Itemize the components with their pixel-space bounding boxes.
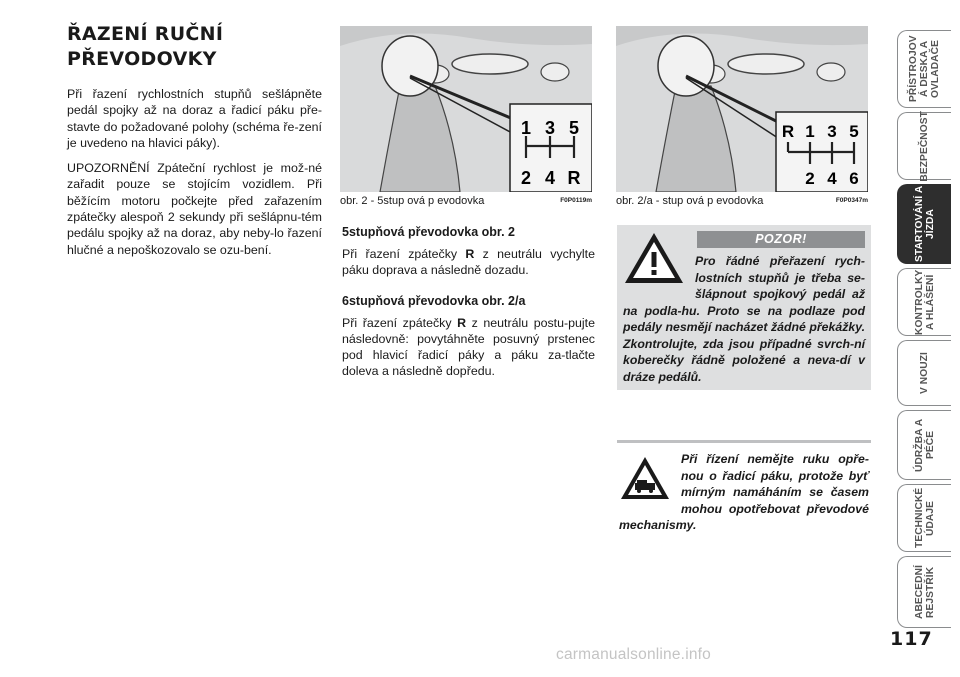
gear-label: 1 [520,118,532,138]
text-6-speed: Při řazení zpátečky R z neutrálu postu-pujte následovně: povytáhněte posuvný prstenec pod hlavicí řadicí páky a páku za-tlačte doleva a následně dopředu. [342,315,595,379]
note-text: Při řízení nemějte ruku opře-nou o řadicí páku, protože byť mírným namáháním se časem mohou opotřebovat převodové mechanismy. [619,452,869,532]
shift-pattern-5 [510,104,592,192]
gear-label: 5 [849,122,859,141]
note-box [617,440,871,535]
gear-label: 6 [849,169,859,188]
left-column [67,22,322,258]
gear-lever-illustration [340,26,592,192]
gear-label: R [781,122,795,141]
tab-index[interactable]: ABECEDNÍ REJSTŘÍK [897,556,951,628]
warning-text: Pro řádné přeřazení rych-lostních stupňů je třeba se-šlápnout spojkový pedál až na podla-hu. Proto se na podlaze pod pedály nesmějí nacházet žádné překážky. Zkontrolujte, zda jsou případné svrch-ní koberečky řádně položené a neva-dí v dráze pedálů. [623,254,865,384]
figure-5-speed [340,26,592,208]
note-paragraph: UPOZORNĚNÍ Zpáteční rychlost je mož-né zařadit pouze se stojícím vozidlem. Při běžícím motoru počkejte před zařazením zpátečky alespoň 2 sekundy při sešlápnu-tém pedálu spojky až na doraz, aby neby-lo řazení hlučné a nepoškozovalo se ozu-bení. [67,161,322,257]
tab-starting-driving[interactable]: STARTOVÁNÍ A JÍZDA [897,184,951,264]
gear-label: 2 [520,168,532,188]
gear-label: 3 [544,118,556,138]
gear-label: 4 [827,169,837,188]
gear-label: R [567,168,581,188]
shift-pattern-6 [776,112,868,192]
heading-6-speed: 6stupňová převodovka obr. 2/a [342,293,526,308]
tab-emergency[interactable]: V NOUZI [897,340,951,406]
middle-column [342,224,595,380]
gear-label: 2 [805,169,815,188]
figure-caption: obr. 2/a - stup ová p evodovka F0P0347m [616,195,868,207]
tab-maintenance[interactable]: ÚDRŽBA A PÉČE [897,410,951,480]
heading-5-speed: 5stupňová převodovka obr. 2 [342,225,515,239]
gear-label: 4 [544,168,556,188]
tab-warning-lights[interactable]: KONTROLKY A HLÁŠENÍ [897,268,951,336]
figure-caption: obr. 2 - 5stup ová p evodovka F0P0119m [340,195,592,207]
gear-label: 3 [827,122,837,141]
tab-safety[interactable]: BEZPEČNOST [897,112,951,180]
figure-6-speed [616,26,868,208]
watermark: carmanualsonline.info [556,646,711,663]
warning-banner: POZOR! [697,231,865,248]
figure-code: F0P0347m [835,197,868,204]
tab-technical-data[interactable]: TECHNICKÉ ÚDAJE [897,484,951,552]
warning-box [617,225,871,390]
intro-paragraph: Při řazení rychlostních stupňů sešlápněte pedál spojky až na doraz a řadicí páku pře-stavte do požadované polohy (schéma ře-zení je uvedeno na hlavici páky). [67,87,322,150]
gear-label: 5 [568,118,580,138]
page-title: ŘAZENÍ RUČNÍ PŘEVODOVKY [67,23,224,70]
gear-label: 1 [805,122,815,141]
figure-code: F0P0119m [560,197,592,204]
text-5-speed: Při řazení zpátečky R z neutrálu vychylte páku doprava a následně dozadu. [342,247,596,278]
tab-dashboard-controls[interactable]: PŘÍSTROJOV Á DESKA A OVLADAČE [897,30,951,108]
page-number: 117 [890,628,933,650]
gear-lever-illustration [616,26,868,192]
